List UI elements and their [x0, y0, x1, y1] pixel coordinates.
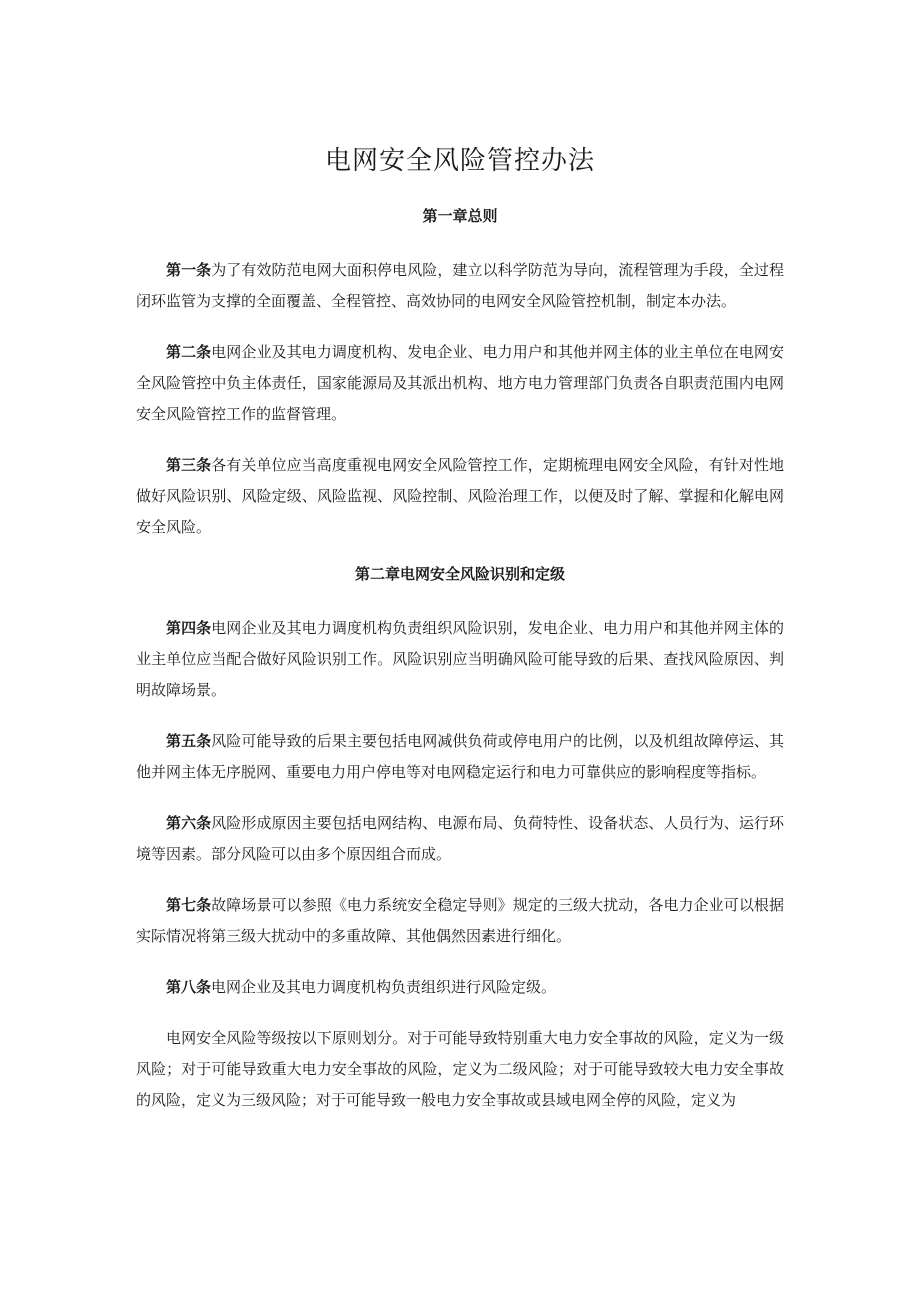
article-text: 风险形成原因主要包括电网结构、电源布局、负荷特性、设备状态、人员行为、运行环境等因素。部分风险可以由多个原因组合而成。 [136, 814, 784, 863]
article-6 [136, 808, 784, 870]
article-4 [136, 613, 784, 706]
document-body [136, 205, 784, 1136]
article-7 [136, 890, 784, 952]
article-8 [136, 972, 784, 1003]
chapter-heading-2: 第二章电网安全风险识别和定级 [354, 565, 565, 583]
article-3 [136, 450, 784, 543]
article-1 [136, 255, 784, 317]
article-5 [136, 726, 784, 788]
article-number: 第五条 [166, 732, 212, 750]
article-text: 故障场景可以参照《电力系统安全稳定导则》规定的三级大扰动，各电力企业可以根据实际情况将第三级大扰动中的多重故障、其他偶然因素进行细化。 [136, 896, 784, 945]
article-number: 第四条 [166, 619, 212, 637]
article-number: 第一条 [166, 261, 212, 279]
risk-level-paragraph: 电网安全风险等级按以下原则划分。对于可能导致特别重大电力安全事故的风险，定义为一级风险；对于可能导致重大电力安全事故的风险，定义为二级风险；对于可能导致较大电力安全事故的风险，定义为三级风险；对于可能导致一般电力安全事故或县域电网全停的风险，定义为 [136, 1029, 784, 1109]
article-text: 各有关单位应当高度重视电网安全风险管控工作，定期梳理电网安全风险，有针对性地做好风险识别、风险定级、风险监视、风险控制、风险治理工作，以便及时了解、掌握和化解电网安全风险。 [136, 456, 784, 536]
article-number: 第三条 [166, 456, 212, 474]
article-number: 第二条 [166, 343, 212, 361]
article-2 [136, 337, 784, 430]
article-text: 电网企业及其电力调度机构负责组织进行风险定级。 [211, 978, 557, 996]
article-number: 第六条 [166, 814, 212, 832]
article-text: 风险可能导致的后果主要包括电网减供负荷或停电用户的比例，以及机组故障停运、其他并网主体无序脱网、重要电力用户停电等对电网稳定运行和电力可靠供应的影响程度等指标。 [136, 732, 784, 781]
article-text: 为了有效防范电网大面积停电风险，建立以科学防范为导向，流程管理为手段，全过程闭环监管为支撑的全面覆盖、全程管控、高效协同的电网安全风险管控机制，制定本办法。 [136, 261, 784, 310]
article-text: 电网企业及其电力调度机构负责组织风险识别，发电企业、电力用户和其他并网主体的业主单位应当配合做好风险识别工作。风险识别应当明确风险可能导致的后果、查找风险原因、判明故障场景。 [136, 619, 784, 699]
chapter-heading-1: 第一章总则 [422, 207, 498, 225]
document-title: 电网安全风险管控办法 [324, 146, 595, 176]
article-number: 第七条 [166, 896, 212, 914]
article-number: 第八条 [166, 978, 212, 996]
article-text: 电网企业及其电力调度机构、发电企业、电力用户和其他并网主体的业主单位在电网安全风险管控中负主体责任，国家能源局及其派出机构、地方电力管理部门负责各自职责范围内电网安全风险管控工作的监督管理。 [136, 343, 784, 423]
